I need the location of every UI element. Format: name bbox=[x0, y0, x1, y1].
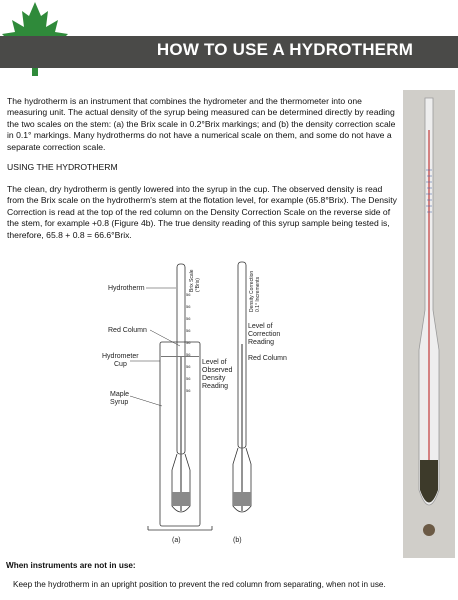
hydrometer-cup-label-2: Cup bbox=[114, 361, 127, 368]
level-observed-label: Level of bbox=[202, 359, 227, 366]
maple-syrup-label-2: Syrup bbox=[110, 399, 129, 406]
scale-tick: 56 bbox=[186, 304, 191, 309]
level-observed-label-4: Reading bbox=[202, 383, 229, 390]
red-column-b-label: Red Column bbox=[248, 355, 287, 362]
level-correction-label-2: Correction bbox=[248, 331, 281, 338]
scale-tick: 56 bbox=[186, 352, 191, 357]
weight-b bbox=[233, 492, 251, 506]
scale-tick: 56 bbox=[186, 340, 191, 345]
scale-tick: 56 bbox=[186, 364, 191, 369]
density-correction-increments: 0.1° Increments bbox=[255, 276, 261, 312]
section-heading: USING THE HYDROTHERM bbox=[7, 162, 118, 172]
scale-tick: 56 bbox=[186, 388, 191, 393]
page-title: HOW TO USE A HYDROTHERM bbox=[156, 40, 414, 59]
not-in-use-text: Keep the hydrotherm in an upright position to prevent the red column from separating, when not in use. bbox=[13, 580, 386, 589]
level-correction-label: Level of bbox=[248, 323, 273, 330]
brix-scale-label: Brix Scale bbox=[189, 269, 195, 292]
scale-tick: 56 bbox=[186, 316, 191, 321]
syrup-level-a bbox=[161, 356, 199, 357]
brix-scale-ticks bbox=[186, 292, 191, 393]
scale-tick: 56 bbox=[186, 328, 191, 333]
red-column-label: Red Column bbox=[108, 327, 147, 334]
not-in-use-heading: When instruments are not in use: bbox=[6, 561, 136, 570]
weight-a bbox=[172, 492, 190, 506]
hydrometer-cup-label: Hydrometer bbox=[102, 353, 139, 360]
brix-scale-unit: (°Brix) bbox=[195, 278, 201, 292]
level-correction-label-3: Reading bbox=[248, 339, 275, 346]
level-observed-label-2: Observed bbox=[202, 367, 233, 374]
hydrotherm-diagram bbox=[100, 256, 287, 546]
hydrotherm-photo bbox=[403, 90, 455, 558]
intro-paragraph: The hydrotherm is an instrument that combines the hydrometer and the thermometer into one measuring unit. The actual density of the syrup being measured can be determined directly by reading the two scales on the stem: (a) the Brix scale in 0.2°Brix markings; and (b) the density correction scale in 0.1° markings. Many hydrotherms do not have a numerical scale on them, and some do not have a separate correction scale. bbox=[7, 96, 396, 152]
usage-paragraph: The clean, dry hydrotherm is gently lowered into the syrup in the cup. The observed density is read from the Brix scale on the hydrotherm's stem at the flotation level, for example (65.8°Brix). The Density Correction is read at the top of the red column on the Density Correction Scale on the reverse side of the stem, for example +0.8 (Figure 4b). The true density reading of this syrup sample being tested is, therefore, 65.8 + 0.8 = 66.6°Brix. bbox=[7, 184, 397, 240]
scale-tick: 56 bbox=[186, 292, 191, 297]
figure-a bbox=[148, 264, 212, 530]
level-observed-label-3: Density bbox=[202, 375, 226, 382]
maple-syrup-label: Maple bbox=[110, 391, 130, 398]
figure-b-label: (b) bbox=[233, 537, 242, 544]
hydrotherm-label: Hydrotherm bbox=[108, 285, 145, 292]
scale-tick: 56 bbox=[186, 376, 191, 381]
density-correction-label: Density Correction bbox=[249, 270, 255, 312]
figure-a-label: (a) bbox=[172, 537, 181, 544]
